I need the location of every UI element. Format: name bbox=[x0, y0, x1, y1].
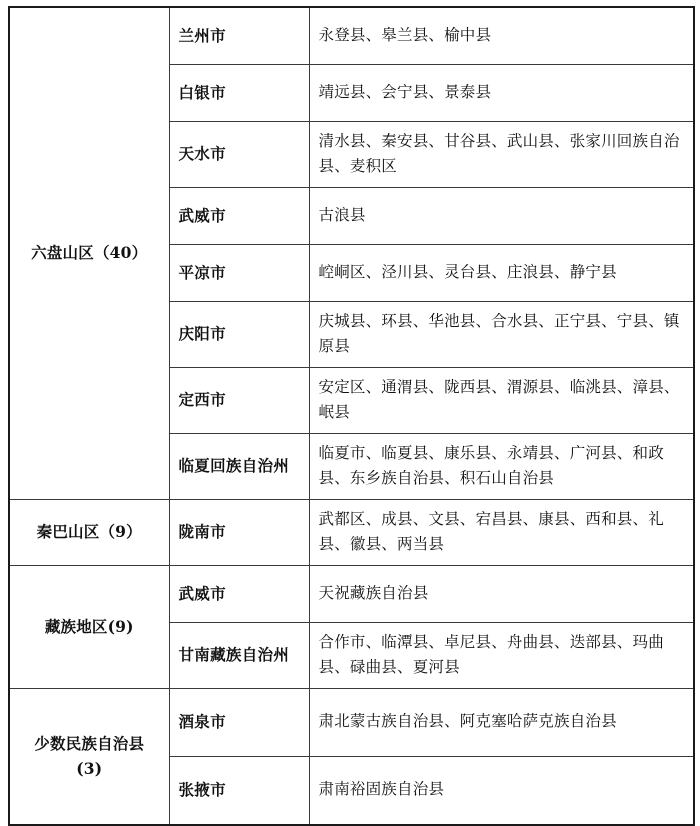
city-cell: 陇南市 bbox=[169, 500, 309, 566]
region-cell-qinbashan: 秦巴山区（9） bbox=[9, 500, 169, 566]
city-cell: 张掖市 bbox=[169, 757, 309, 826]
counties-cell: 肃南裕固族自治县 bbox=[309, 757, 694, 826]
city-cell: 天水市 bbox=[169, 122, 309, 188]
city-cell: 甘南藏族自治州 bbox=[169, 623, 309, 689]
region-cell-tibetan-area: 藏族地区(9) bbox=[9, 566, 169, 689]
city-cell: 武威市 bbox=[169, 566, 309, 623]
counties-cell: 崆峒区、泾川县、灵台县、庄浪县、静宁县 bbox=[309, 245, 694, 302]
region-county-table bbox=[8, 6, 695, 826]
city-cell: 白银市 bbox=[169, 65, 309, 122]
city-cell: 武威市 bbox=[169, 188, 309, 245]
counties-cell: 靖远县、会宁县、景泰县 bbox=[309, 65, 694, 122]
city-cell: 酒泉市 bbox=[169, 689, 309, 757]
counties-cell: 天祝藏族自治县 bbox=[309, 566, 694, 623]
table-row bbox=[9, 500, 694, 566]
counties-cell: 清水县、秦安县、甘谷县、武山县、张家川回族自治县、麦积区 bbox=[309, 122, 694, 188]
table-body bbox=[9, 7, 694, 825]
counties-cell: 安定区、通渭县、陇西县、渭源县、临洮县、漳县、岷县 bbox=[309, 368, 694, 434]
counties-cell: 临夏市、临夏县、康乐县、永靖县、广河县、和政县、东乡族自治县、积石山自治县 bbox=[309, 434, 694, 500]
region-cell-liupanshan: 六盘山区（40） bbox=[9, 7, 169, 500]
region-cell-ethnic-autonomous-counties: 少数民族自治县 (3) bbox=[9, 689, 169, 826]
city-cell: 定西市 bbox=[169, 368, 309, 434]
table-row bbox=[9, 7, 694, 65]
table-row bbox=[9, 689, 694, 757]
table-row bbox=[9, 566, 694, 623]
counties-cell: 武都区、成县、文县、宕昌县、康县、西和县、礼县、徽县、两当县 bbox=[309, 500, 694, 566]
counties-cell: 庆城县、环县、华池县、合水县、正宁县、宁县、镇原县 bbox=[309, 302, 694, 368]
counties-cell: 古浪县 bbox=[309, 188, 694, 245]
counties-cell: 永登县、皋兰县、榆中县 bbox=[309, 7, 694, 65]
city-cell: 庆阳市 bbox=[169, 302, 309, 368]
city-cell: 平凉市 bbox=[169, 245, 309, 302]
counties-cell: 合作市、临潭县、卓尼县、舟曲县、迭部县、玛曲县、碌曲县、夏河县 bbox=[309, 623, 694, 689]
city-cell: 临夏回族自治州 bbox=[169, 434, 309, 500]
counties-cell: 肃北蒙古族自治县、阿克塞哈萨克族自治县 bbox=[309, 689, 694, 757]
city-cell: 兰州市 bbox=[169, 7, 309, 65]
